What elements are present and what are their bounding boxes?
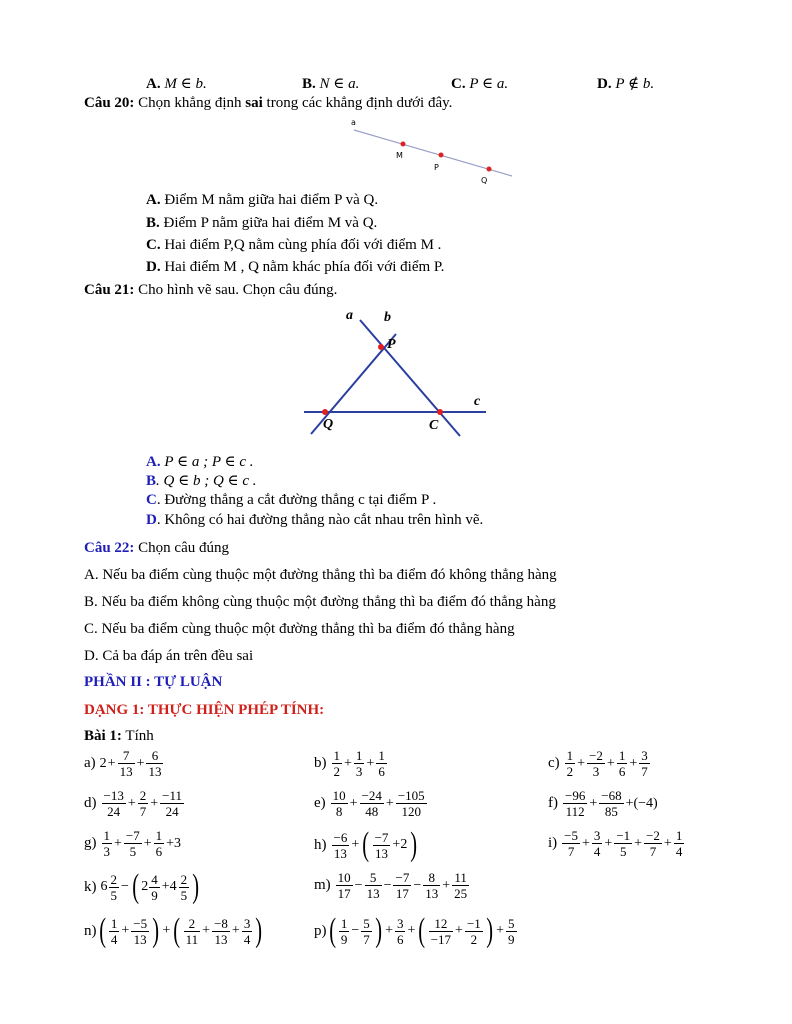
fraction: $\frac{1}{6}$ xyxy=(155,828,163,859)
fraction: $\frac{-8}{13}$ xyxy=(214,915,228,947)
line-b xyxy=(360,320,460,436)
fraction: $\frac{4}{9}$ xyxy=(151,871,158,903)
fraction: $\frac{12}{-17}$ xyxy=(430,915,452,947)
q20-figure xyxy=(340,114,520,186)
point-q xyxy=(487,167,492,172)
fraction: $\frac{3}{6}$ xyxy=(396,915,404,947)
fraction: $\frac{3}{4}$ xyxy=(593,828,601,859)
q19-option-c: C. P ∈ a. xyxy=(451,76,509,92)
fraction: $\frac{-13}{24}$ xyxy=(103,788,124,819)
fraction: $\frac{7}{13}$ xyxy=(119,748,133,779)
expr-f: f) $\frac{-96}{112}$ + $\frac{-68}{85}$ +(−4) xyxy=(548,788,658,819)
expr-h: h) $\frac{-6}{13}$ + ( $\frac{-7}{13}$ +2 ) xyxy=(314,826,418,863)
expr-d: d) $\frac{-13}{24}$ + $\frac{2}{7}$ + $\frac{-11}{24}$ xyxy=(84,788,183,819)
fraction: $\frac{1}{6}$ xyxy=(378,748,385,779)
fraction: $\frac{-7}{13}$ xyxy=(374,829,389,861)
line-b-label: b xyxy=(384,310,391,325)
fraction: $\frac{-7}{17}$ xyxy=(395,870,410,901)
expr-label: e) xyxy=(314,795,326,811)
expr-label: f) xyxy=(548,795,558,811)
fraction: $\frac{2}{11}$ xyxy=(185,915,199,947)
fraction: $\frac{3}{4}$ xyxy=(243,915,251,947)
point-p xyxy=(439,153,444,158)
part-2-heading: PHẦN II : TỰ LUẬN xyxy=(84,674,223,690)
fraction: $\frac{-1}{5}$ xyxy=(616,828,631,859)
q22-option-a: A. Nếu ba điểm cùng thuộc một đường thẳng thì ba điểm đó không thẳng hàng xyxy=(84,567,557,583)
operator: + xyxy=(107,755,116,771)
fraction: $\frac{5}{9}$ xyxy=(508,915,515,947)
fraction: $\frac{-1}{2}$ xyxy=(466,915,481,947)
fraction: $\frac{1}{2}$ xyxy=(566,748,574,779)
q21-option-b: B. Q ∈ b ; Q ∈ c . xyxy=(146,473,257,489)
point-q-label: Q xyxy=(481,176,488,185)
point-q xyxy=(322,409,328,415)
point-p-label: P xyxy=(387,337,396,352)
q22-option-b: B. Nếu ba điểm không cùng thuộc một đường thẳng thì ba điểm đó thẳng hàng xyxy=(84,594,556,610)
expr-label: m) xyxy=(314,877,331,893)
q21-figure xyxy=(298,304,498,438)
q21-option-d: D. Không có hai đường thẳng nào cắt nhau trên hình vẽ. xyxy=(146,512,484,528)
fraction: $\frac{1}{9}$ xyxy=(340,915,348,947)
expr-c: c) $\frac{1}{2}$ + $\frac{-2}{3}$ + $\frac{1}{6}$ + $\frac{3}{7}$ xyxy=(548,748,648,779)
fraction: $\frac{5}{13}$ xyxy=(366,870,380,901)
fraction: $\frac{-68}{85}$ xyxy=(601,788,622,819)
fraction: $\frac{2}{7}$ xyxy=(139,788,147,819)
point-p xyxy=(378,344,384,350)
q21-stem: Câu 21: Cho hình vẽ sau. Chọn câu đúng. xyxy=(84,282,338,298)
expr-label: k) xyxy=(84,878,97,895)
q21-option-a: A. P ∈ a ; P ∈ c . xyxy=(146,454,254,470)
fraction: $\frac{-5}{7}$ xyxy=(564,828,579,859)
point-q-label: Q xyxy=(323,417,334,432)
q20-option-c: C. Hai điểm P,Q nằm cùng phía đối với điểm M . xyxy=(146,237,442,253)
q21-option-c: C. Đường thẳng a cắt đường thẳng c tại điểm P . xyxy=(146,492,437,508)
line-a-label: a xyxy=(346,308,353,323)
dang-1-heading: DẠNG 1: THỰC HIỆN PHÉP TÍNH: xyxy=(84,702,325,718)
fraction: $\frac{2}{5}$ xyxy=(110,871,117,903)
q22-option-d: D. Cả ba đáp án trên đều sai xyxy=(84,648,254,664)
q19-option-d: D. P ∉ b. xyxy=(597,76,655,92)
q22-option-c: C. Nếu ba điểm cùng thuộc một đường thẳng thì ba điểm đó thẳng hàng xyxy=(84,621,515,637)
expr-b: b) $\frac{1}{2}$ + $\frac{1}{3}$ + $\frac{1}{6}$ xyxy=(314,748,385,779)
expr-label: c) xyxy=(548,755,560,771)
expr-label: b) xyxy=(314,755,327,771)
q20-option-d: D. Hai điểm M , Q nằm khác phía đối với điểm P. xyxy=(146,259,445,275)
fraction: $\frac{11}{25}$ xyxy=(454,870,468,901)
expr-label: i) xyxy=(548,835,558,851)
fraction: $\frac{1}{2}$ xyxy=(333,748,340,779)
expr-n: n) ( $\frac{1}{4}$ + $\frac{-5}{13}$ ) + ( $\frac{2}{11}$ + $\frac{-8}{13}$ + $\frac{3}{4}$ ) xyxy=(84,912,263,949)
fraction: $\frac{-105}{120}$ xyxy=(397,788,425,819)
fraction: $\frac{1}{3}$ xyxy=(355,748,363,779)
expr-label: p) xyxy=(314,922,327,939)
fraction: $\frac{10}{8}$ xyxy=(332,788,346,819)
fraction: $\frac{1}{4}$ xyxy=(110,915,118,947)
fraction: $\frac{-6}{13}$ xyxy=(333,829,348,861)
fraction: $\frac{1}{6}$ xyxy=(618,748,626,779)
expr-p: p) ( $\frac{1}{9}$ − $\frac{5}{7}$ ) + $\frac{3}{6}$ + ( $\frac{12}{-17}$ + $\frac{-1}{2}$ ) + $\frac{5}{9}$ xyxy=(314,912,515,949)
expr-i: i) $\frac{-5}{7}$ + $\frac{3}{4}$ + $\frac{-1}{5}$ + $\frac{-2}{7}$ + $\frac{1}{4}$ xyxy=(548,828,683,859)
fraction: $\frac{1}{3}$ xyxy=(103,828,110,859)
q19-option-b: B. N ∈ a. xyxy=(302,76,360,92)
point-m-label: M xyxy=(396,151,403,160)
expr-m: m) $\frac{10}{17}$ − $\frac{5}{13}$ − $\frac{-7}{17}$ − $\frac{8}{13}$ + $\frac{11}{25}$ xyxy=(314,870,468,901)
fraction: $\frac{-96}{112}$ xyxy=(565,788,586,819)
term: 2 xyxy=(99,755,107,771)
fraction: $\frac{-5}{13}$ xyxy=(133,915,148,947)
fraction: $\frac{-24}{48}$ xyxy=(361,788,382,819)
fraction: $\frac{-11}{24}$ xyxy=(162,788,183,819)
fraction: $\frac{-2}{7}$ xyxy=(646,828,660,859)
fraction: $\frac{3}{7}$ xyxy=(641,748,648,779)
line-c-label: c xyxy=(474,394,481,409)
expr-e: e) $\frac{10}{8}$ + $\frac{-24}{48}$ + $\frac{-105}{120}$ xyxy=(314,788,425,819)
fraction: $\frac{6}{13}$ xyxy=(148,748,162,779)
fraction: $\frac{-2}{3}$ xyxy=(589,748,603,779)
expr-label: n) xyxy=(84,922,97,939)
expr-k: k) 6 $\frac{2}{5}$ − ( 2 $\frac{4}{9}$ +4 $\frac{2}{5}$ ) xyxy=(84,868,200,905)
expr-label: d) xyxy=(84,795,97,811)
fraction: $\frac{-7}{5}$ xyxy=(125,828,140,859)
fraction: $\frac{5}{7}$ xyxy=(363,915,370,947)
q19-option-a: A. M ∈ b. xyxy=(146,76,207,92)
point-p-label: P xyxy=(434,163,439,172)
point-c xyxy=(437,409,443,415)
fraction: $\frac{2}{5}$ xyxy=(180,871,188,903)
fraction: $\frac{8}{13}$ xyxy=(425,870,439,901)
point-c-label: C xyxy=(429,418,439,433)
line-a-label: a xyxy=(351,118,356,127)
expr-label: g) xyxy=(84,835,97,851)
q20-option-b: B. Điểm P nằm giữa hai điểm M và Q. xyxy=(146,215,378,231)
expr-label: h) xyxy=(314,836,327,853)
q20-stem: Câu 20: Chọn khẳng định sai trong các khẳng định dưới đây. xyxy=(84,95,453,111)
bai-1-heading: Bài 1: Tính xyxy=(84,728,154,744)
q22-stem: Câu 22: Chọn câu đúng xyxy=(84,540,229,556)
expr-label: a) xyxy=(84,755,96,771)
point-m xyxy=(401,142,406,147)
fraction: $\frac{1}{4}$ xyxy=(675,828,683,859)
expr-a xyxy=(84,748,164,779)
fraction: $\frac{10}{17}$ xyxy=(337,870,351,901)
operator: + xyxy=(136,755,145,771)
expr-g: g) $\frac{1}{3}$ + $\frac{-7}{5}$ + $\frac{1}{6}$ +3 xyxy=(84,828,182,859)
q20-option-a: A. Điểm M nằm giữa hai điểm P và Q. xyxy=(146,192,379,208)
